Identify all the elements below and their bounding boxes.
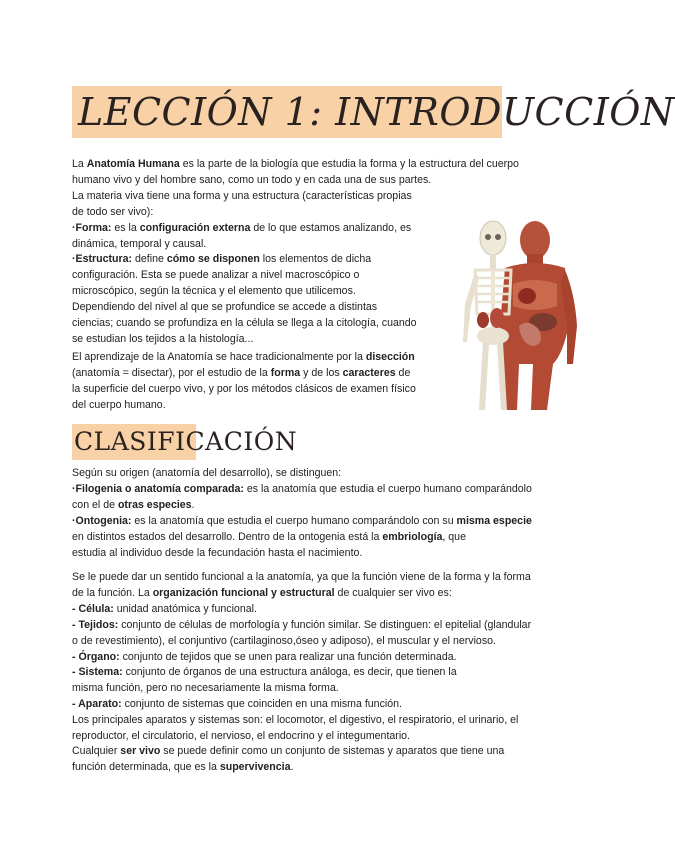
classification-paragraph: Según su origen (anatomía del desarrollo), se distinguen: ·Filogenia o anatomía comparada: es la anatomía que estudia el cuerpo humano comparándolo con el de otras especies. ·Ontogenia: es la anatomía que estudia el cuerpo humano comparándolo con su misma especie en distintos estados del desarrollo. Dentro de la ontogenia está la embriología, que estudia al individuo desde la fecundación hasta el nacimiento. — [72, 467, 532, 559]
functional-paragraph: Se le puede dar un sentido funcional a la anatomía, ya que la función viene de la forma y la forma de la función. La organización funcional y estructural de cualquier ser vivo es: - Célula: unidad anatómica y funcional. - Tejidos: conjunto de células de morfología y función similar. Se distinguen: el epitelial (glandular o de revestimiento), el conjuntivo (cartilaginoso,óseo y adiposo), el muscular y el nervioso. - Órgano: conjunto de tejidos que se unen para realizar una función determinada. - Sistema: conjunto de órganos de una estructura análoga, es decir, que tienen la misma función, pero no necesariamente la misma forma. - Aparato: conjunto de sistemas que coinciden en una misma función. Los principales aparatos y sistemas son: el locomotor, el digestivo, el respiratorio, el urinario, el reproductor, el circulatorio, el nervioso, el endocrino y el integumentario. — [72, 571, 532, 743]
section-title: CLASIFICACIÓN — [74, 427, 298, 456]
intro-paragraph: La Anatomía Humana es la parte de la biología que estudia la forma y la estructura del cuerpo humano vivo y del hombre sano, como un todo y en cada una de sus partes. La materia viva tiene una forma y una estructura (características propias de todo ser vivo): ·Forma: es la configuración externa de lo que estamos analizando, es dinámica, temporal y causal. ·Estructura: define cómo se disponen los elementos de dicha configuración. Esta se puede analizar a nivel macroscópico o microscópico, según la técnica y el elemento que utilicemos. Dependiendo del nivel al que se profundice se accede a distintas ciencias; cuando se profundiza en la célula se llega a la citología, cuando se estudian los tejidos a la histología... — [72, 158, 519, 345]
anatomy-figure-image — [453, 214, 581, 410]
page-title: LECCIÓN 1: INTRODUCCIÓN — [78, 90, 675, 134]
learning-paragraph: El aprendizaje de la Anatomía se hace tradicionalmente por la disección (anatomía = disectar), por el estudio de la forma y de los caracteres de la superficie del cuerpo vivo, y por los métodos clásicos de examen físico del cuerpo humano. — [72, 351, 416, 411]
conclusion-paragraph: Cualquier ser vivo se puede definir como un conjunto de sistemas y aparatos que tiene una función determinada, que es la supervivencia. — [72, 745, 505, 773]
